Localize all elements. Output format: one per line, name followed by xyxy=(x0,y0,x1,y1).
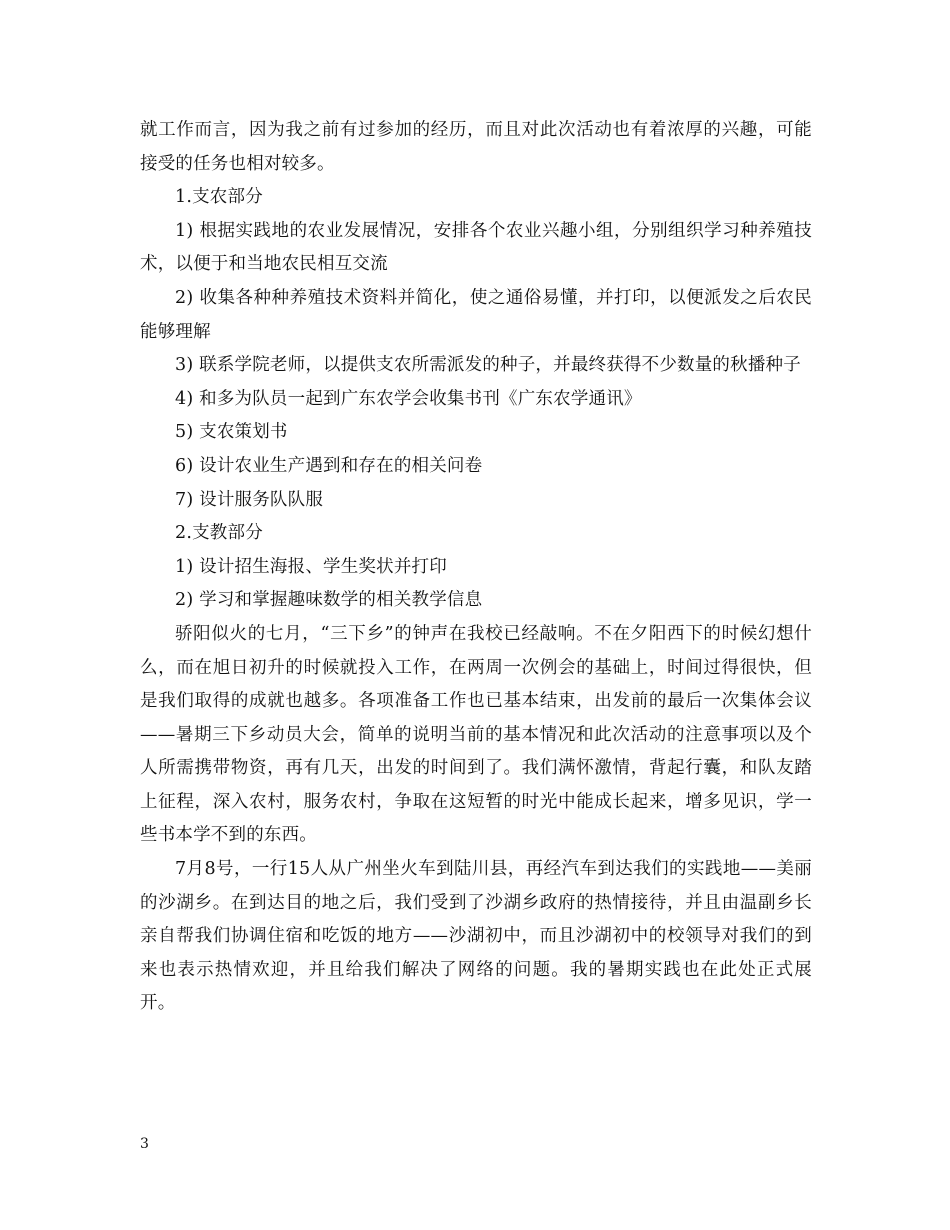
paragraph-body: 7月8号，一行15人从广州坐火车到陆川县，再经汽车到达我们的实践地——美丽的沙湖乡。在到达目的地之后，我们受到了沙湖乡政府的热情接待，并且由温副乡长亲自帮我们协调住宿和吃饭的地方——沙湖初中，而且沙湖初中的校领导对我们的到来也表示热情欢迎，并且给我们解决了网络的问题。我的暑期实践也在此处正式展开。 xyxy=(140,859,812,1014)
list-item: 3) 联系学院老师，以提供支农所需派发的种子，并最终获得不少数量的秋播种子 xyxy=(175,355,801,376)
list-item: 2) 收集各种种养殖技术资料并简化，使之通俗易懂，并打印，以便派发之后农民能够理解 xyxy=(140,287,812,342)
list-item: 1) 设计招生海报、学生奖状并打印 xyxy=(175,556,447,577)
list-item: 5) 支农策划书 xyxy=(175,422,288,443)
list-item: 6) 设计农业生产遇到和存在的相关问卷 xyxy=(175,455,483,476)
section-heading-teaching: 2.支教部分 xyxy=(175,523,263,544)
page-number: 3 xyxy=(140,1136,149,1152)
section-heading-agriculture: 1.支农部分 xyxy=(175,187,263,208)
paragraph-intro: 就工作而言，因为我之前有过参加的经历，而且对此次活动也有着浓厚的兴趣，可能接受的任务也相对较多。 xyxy=(140,120,812,174)
document-body xyxy=(140,114,812,1021)
list-item: 1) 根据实践地的农业发展情况，安排各个农业兴趣小组，分别组织学习种养殖技术，以便于和当地农民相互交流 xyxy=(140,220,812,275)
list-item: 7) 设计服务队队服 xyxy=(175,489,324,510)
paragraph-body: 骄阳似火的七月，“三下乡”的钟声在我校已经敲响。不在夕阳西下的时候幻想什么，而在旭日初升的时候就投入工作，在两周一次例会的基础上，时间过得很快，但是我们取得的成就也越多。各项准备工作也已基本结束，出发前的最后一次集体会议——暑期三下乡动员大会，简单的说明当前的基本情况和此次活动的注意事项以及个人所需携带物资，再有几天，出发的时间到了。我们满怀激情，背起行囊，和队友踏上征程，深入农村，服务农村，争取在这短暂的时光中能成长起来，增多见识，学一些书本学不到的东西。 xyxy=(140,623,812,846)
list-item: 2) 学习和掌握趣味数学的相关教学信息 xyxy=(175,590,483,611)
list-item: 4) 和多为队员一起到广东农学会收集书刊《广东农学通讯》 xyxy=(175,388,642,409)
